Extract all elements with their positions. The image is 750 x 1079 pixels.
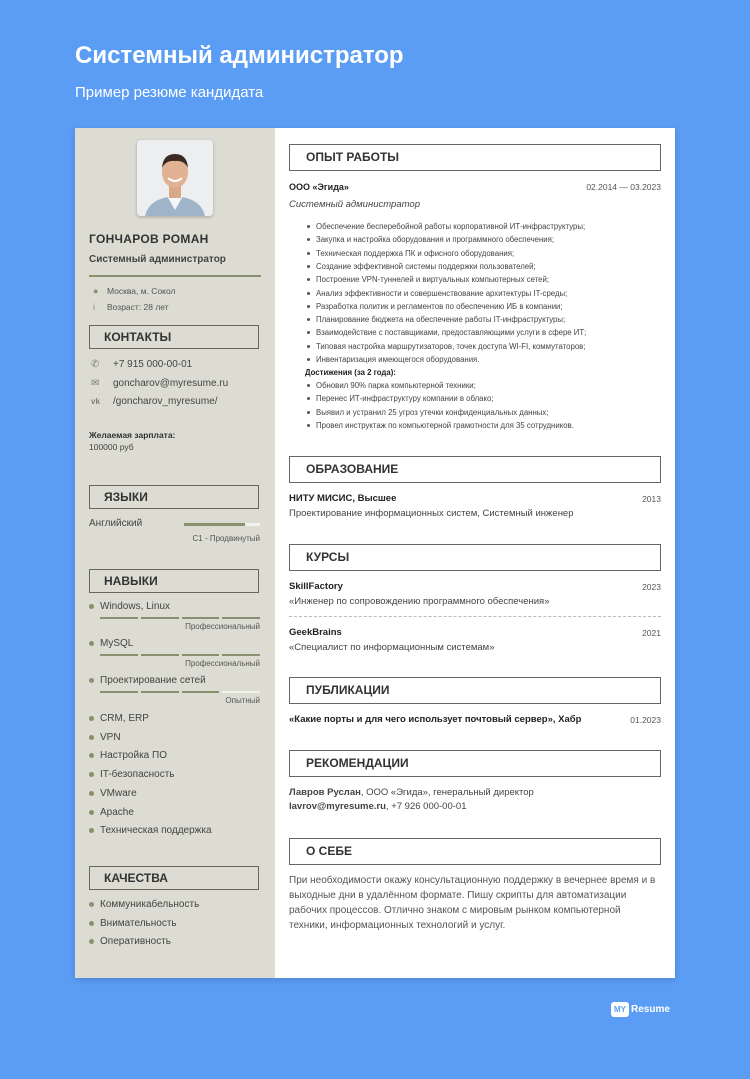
course-name: SkillFactory bbox=[289, 581, 343, 592]
school-name: НИТУ МИСИС, Высшее bbox=[289, 493, 397, 504]
skill-item bbox=[89, 788, 137, 799]
email-text: goncharov@myresume.ru bbox=[113, 378, 229, 389]
duty-item: Взаимодействие с поставщиками, предоставляющими услуги в сфере ИТ; bbox=[307, 328, 586, 337]
bullet-dot bbox=[89, 716, 94, 721]
duty-item: Инвентаризация имеющегося оборудования. bbox=[307, 355, 479, 364]
mail-icon: ✉ bbox=[91, 378, 100, 389]
experience-heading: ОПЫТ РАБОТЫ bbox=[289, 144, 661, 171]
about-heading: О СЕБЕ bbox=[289, 838, 661, 865]
skill-level-segment bbox=[141, 654, 179, 656]
logo-text: Resume bbox=[631, 1004, 670, 1015]
skill-item bbox=[89, 732, 121, 743]
skill-name: Apache bbox=[100, 806, 134, 818]
quality-item bbox=[89, 918, 177, 929]
skill-level-segment bbox=[100, 654, 138, 656]
location-row bbox=[93, 286, 176, 296]
skill-name: VMware bbox=[100, 787, 137, 799]
skill-name: Настройка ПО bbox=[100, 750, 167, 762]
duty-item: Обеспечение бесперебойной работы корпоративной ИТ-инфраструктуры; bbox=[307, 222, 585, 231]
location-text: Москва, м. Сокол bbox=[107, 286, 176, 296]
bullet-dot bbox=[89, 604, 94, 609]
bullet-dot bbox=[89, 810, 94, 815]
resume-sheet bbox=[75, 128, 675, 978]
skill-item bbox=[89, 675, 206, 686]
recommender-email[interactable]: lavrov@myresume.ru bbox=[289, 801, 386, 812]
skill-level-segment bbox=[141, 691, 179, 693]
skill-item bbox=[89, 601, 170, 612]
skill-name: Проектирование сетей bbox=[100, 675, 206, 686]
bullet-dot bbox=[89, 902, 94, 907]
position-title: Системный администратор bbox=[289, 199, 420, 210]
language-level-bar bbox=[184, 523, 260, 526]
bullet-dot bbox=[89, 735, 94, 740]
page-subtitle: Пример резюме кандидата bbox=[75, 84, 264, 101]
course-year: 2021 bbox=[642, 628, 661, 638]
skill-name: MySQL bbox=[100, 638, 134, 649]
recommender-org: , ООО «Эгида», генеральный директор bbox=[360, 787, 534, 798]
skill-item bbox=[89, 769, 175, 780]
duty-item: Закупка и настройка оборудования и программного обеспечения; bbox=[307, 235, 554, 244]
achievement-item: Обновил 90% парка компьютерной техники; bbox=[307, 381, 476, 390]
publications-heading: ПУБЛИКАЦИИ bbox=[289, 677, 661, 704]
achievement-item: Провел инструктаж по компьютерной грамотности для 35 сотрудников. bbox=[307, 421, 574, 430]
publication-date: 01.2023 bbox=[630, 715, 661, 725]
skill-name: CRM, ERP bbox=[100, 713, 149, 724]
skill-level-bar bbox=[100, 654, 260, 656]
quality-name: Оперативность bbox=[100, 936, 172, 947]
divider bbox=[289, 616, 661, 617]
vk-row[interactable] bbox=[91, 396, 218, 407]
location-pin-icon: ● bbox=[93, 286, 99, 296]
bullet-dot bbox=[89, 921, 94, 926]
quality-name: Внимательность bbox=[100, 917, 177, 929]
age-text: Возраст: 28 лет bbox=[107, 302, 169, 312]
skill-name: Техническая поддержка bbox=[100, 825, 212, 837]
language-name: Английский bbox=[89, 518, 143, 529]
company-name: ООО «Эгида» bbox=[289, 182, 349, 192]
qualities-heading: КАЧЕСТВА bbox=[89, 866, 259, 890]
quality-item bbox=[89, 936, 171, 947]
language-level: C1 - Продвинутый bbox=[192, 534, 260, 543]
bullet-dot bbox=[89, 791, 94, 796]
recommender-contact bbox=[289, 801, 466, 812]
education-heading: ОБРАЗОВАНИЕ bbox=[289, 456, 661, 483]
contacts-heading: КОНТАКТЫ bbox=[89, 325, 259, 349]
phone-row[interactable] bbox=[91, 359, 192, 370]
education-year: 2013 bbox=[642, 494, 661, 504]
achievement-item: Перенес ИТ-инфраструктуру компании в облако; bbox=[307, 394, 494, 403]
skill-level-bar bbox=[100, 617, 260, 619]
language-level-fill bbox=[184, 523, 245, 526]
recommender bbox=[289, 787, 534, 798]
about-text: При необходимости окажу консультационную поддержку в вечернее время и в выходные дни в удалённом формате. Пишу скрипты для автоматизации рабочих процессов. Отлично знаком с мировым рынком компьютерной техники, информационных технологий и услуг. bbox=[289, 875, 656, 931]
resume-sidebar bbox=[75, 128, 275, 978]
experience-dates: 02.2014 — 03.2023 bbox=[586, 182, 661, 192]
skill-level-segment bbox=[222, 654, 260, 656]
skill-level: Профессиональный bbox=[185, 659, 260, 668]
skill-item bbox=[89, 713, 149, 724]
bullet-dot bbox=[89, 641, 94, 646]
recommender-name: Лавров Руслан bbox=[289, 787, 361, 798]
salary-value: 100000 руб bbox=[89, 442, 134, 452]
skill-level-bar bbox=[100, 691, 260, 693]
avatar bbox=[137, 140, 213, 216]
bullet-dot bbox=[89, 753, 94, 758]
logo-badge: MY bbox=[611, 1002, 629, 1017]
skill-name: VPN bbox=[100, 731, 121, 743]
candidate-name: ГОНЧАРОВ РОМАН bbox=[89, 232, 209, 246]
phone-text: +7 915 000-00-01 bbox=[113, 359, 193, 370]
course-year: 2023 bbox=[642, 582, 661, 592]
achievement-item: Выявил и устранил 25 угроз утечки конфиденциальных данных; bbox=[307, 408, 548, 417]
email-row[interactable] bbox=[91, 378, 228, 389]
duty-item: Планирование бюджета на обеспечение работы IT-инфраструктуры; bbox=[307, 315, 565, 324]
duty-item: Построение VPN-туннелей и виртуальных компьютерных сетей; bbox=[307, 275, 549, 284]
age-row bbox=[93, 302, 169, 312]
quality-item bbox=[89, 899, 199, 910]
skill-item bbox=[89, 750, 167, 761]
skill-level-segment bbox=[141, 617, 179, 619]
info-icon: i bbox=[93, 302, 95, 312]
skill-level-segment bbox=[222, 617, 260, 619]
skill-level-segment bbox=[182, 691, 220, 693]
skill-level-segment bbox=[182, 654, 220, 656]
recommender-phone: , +7 926 000-00-01 bbox=[385, 801, 467, 812]
recommendations-heading: РЕКОМЕНДАЦИИ bbox=[289, 750, 661, 777]
bullet-dot bbox=[89, 828, 94, 833]
courses-heading: КУРСЫ bbox=[289, 544, 661, 571]
skill-name: Windows, Linux bbox=[100, 601, 171, 612]
duty-item: Создание эффективной системы поддержки пользователей; bbox=[307, 262, 536, 271]
divider bbox=[89, 275, 261, 277]
course-name: GeekBrains bbox=[289, 627, 342, 638]
skill-item bbox=[89, 638, 133, 649]
skill-level-segment bbox=[222, 691, 260, 693]
course-desc: «Специалист по информационным системам» bbox=[289, 642, 495, 653]
myresume-logo bbox=[611, 1002, 670, 1017]
bullet-dot bbox=[89, 939, 94, 944]
duty-item: Анализ эффективности и совершенствование архитектуры IT-среды; bbox=[307, 289, 567, 298]
skill-level-segment bbox=[100, 691, 138, 693]
education-program: Проектирование информационных систем, Системный инженер bbox=[289, 508, 574, 519]
course-desc: «Инженер по сопровождению программного обеспечения» bbox=[289, 596, 550, 607]
skill-level: Профессиональный bbox=[185, 622, 260, 631]
duty-item: Типовая настройка маршрутизаторов, точек доступа WI-FI, коммутаторов; bbox=[307, 342, 585, 351]
candidate-role: Системный администратор bbox=[89, 254, 226, 265]
skill-item bbox=[89, 825, 212, 836]
skill-item bbox=[89, 807, 134, 818]
skill-level-segment bbox=[100, 617, 138, 619]
skill-level-segment bbox=[182, 617, 220, 619]
quality-name: Коммуникабельность bbox=[100, 899, 200, 910]
salary-label: Желаемая зарплата: bbox=[89, 430, 176, 440]
skill-level: Опытный bbox=[225, 696, 260, 705]
publication-title: «Какие порты и для чего использует почтовый сервер», Хабр bbox=[289, 714, 582, 725]
skill-name: IT-безопасность bbox=[100, 769, 175, 781]
skills-heading: НАВЫКИ bbox=[89, 569, 259, 593]
page-title: Системный администратор bbox=[75, 42, 404, 69]
duty-item: Разработка политик и регламентов по обеспечению ИБ в компании; bbox=[307, 302, 563, 311]
duty-item: Техническая поддержка ПК и офисного оборудования; bbox=[307, 249, 514, 258]
achievements-title: Достижения (за 2 года): bbox=[305, 368, 396, 377]
vk-icon: vk bbox=[91, 397, 100, 406]
bullet-dot bbox=[89, 772, 94, 777]
bullet-dot bbox=[89, 678, 94, 683]
phone-icon: ✆ bbox=[91, 359, 100, 370]
languages-heading: ЯЗЫКИ bbox=[89, 485, 259, 509]
vk-text: /goncharov_myresume/ bbox=[113, 396, 218, 407]
